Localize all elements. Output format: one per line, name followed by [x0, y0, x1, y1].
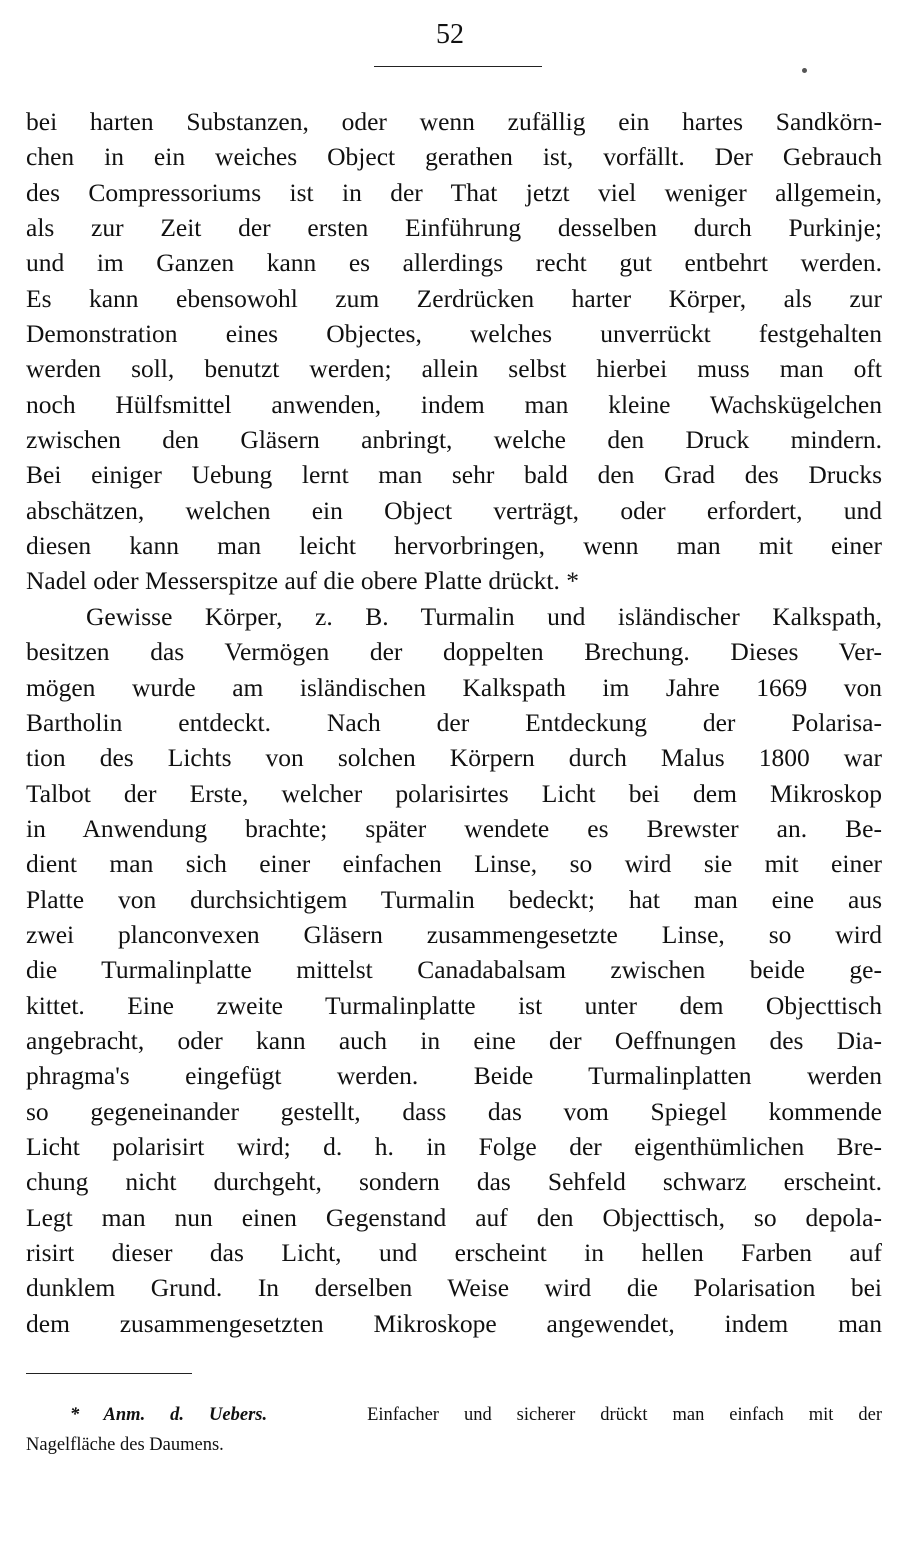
text-line: noch Hülfsmittel anwenden, indem man kleine Wachskügelchen [26, 389, 882, 419]
text-line: als zur Zeit der ersten Einführung desselben durch Purkinje; [26, 213, 882, 243]
text-line: in Anwendung brachte; später wendete es Brewster an. Be- [26, 813, 882, 843]
text-line: dunklem Grund. In derselben Weise wird die Polarisation bei [26, 1273, 882, 1303]
text-line: bei harten Substanzen, oder wenn zufällig ein hartes Sandkörn- [26, 107, 882, 136]
text-line: dem zusammengesetzten Mikroskope angewendet, indem man [26, 1308, 882, 1338]
footnote [26, 1400, 882, 1460]
text-line: chen in ein weiches Object gerathen ist, vorfällt. Der Gebrauch [26, 142, 882, 172]
text-line: kittet. Eine zweite Turmalinplatte ist unter dem Objecttisch [26, 990, 882, 1020]
text-line: die Turmalinplatte mittelst Canadabalsam zwischen beide ge- [26, 955, 882, 985]
footnote-line: Nagelfläche des Daumens. [26, 1435, 224, 1455]
footnote-text: Einfacher und sicherer drückt man einfach mit der [367, 1405, 882, 1425]
print-speck [802, 68, 807, 73]
text-line: tion des Lichts von solchen Körpern durch Malus 1800 war [26, 743, 882, 773]
body-text [26, 104, 882, 1341]
text-line: und im Ganzen kann es allerdings recht gut entbehrt werden. [26, 248, 882, 278]
text-line: so gegeneinander gestellt, dass das vom Spiegel kommende [26, 1096, 882, 1126]
text-line: chung nicht durchgeht, sondern das Sehfeld schwarz erscheint. [26, 1167, 882, 1197]
header-rule [374, 66, 542, 67]
text-line: Talbot der Erste, welcher polarisirtes Licht bei dem Mikroskop [26, 778, 882, 808]
text-line: Platte von durchsichtigem Turmalin bedeckt; hat man eine aus [26, 884, 882, 914]
text-line: werden soll, benutzt werden; allein selbst hierbei muss man oft [26, 354, 882, 384]
text-line: zwischen den Gläsern anbringt, welche den Druck mindern. [26, 425, 882, 455]
footnote-line [26, 1400, 882, 1430]
footnote-marker: * Anm. d. Uebers. [70, 1405, 268, 1425]
text-line: Bartholin entdeckt. Nach der Entdeckung der Polarisa- [26, 707, 882, 737]
text-line: Demonstration eines Objectes, welches unverrückt festgehalten [26, 319, 882, 349]
text-line: risirt dieser das Licht, und erscheint in hellen Farben auf [26, 1238, 882, 1267]
text-line: des Compressoriums ist in der That jetzt viel weniger allgemein, [26, 177, 882, 207]
text-line: Nadel oder Messerspitze auf die obere Platte drückt. * [26, 566, 580, 596]
text-line: angebracht, oder kann auch in eine der Oeffnungen des Dia- [26, 1025, 882, 1055]
footnote-rule [26, 1373, 192, 1374]
text-line: Legt man nun einen Gegenstand auf den Objecttisch, so depola- [26, 1202, 882, 1232]
text-line: phragma's eingefügt werden. Beide Turmalinplatten werden [26, 1061, 882, 1091]
text-line: diesen kann man leicht hervorbringen, wenn man mit einer [26, 531, 882, 561]
text-line: mögen wurde am isländischen Kalkspath im Jahre 1669 von [26, 672, 882, 702]
text-line: besitzen das Vermögen der doppelten Brechung. Dieses Ver- [26, 637, 882, 667]
page-number: 52 [436, 19, 464, 50]
text-line: dient man sich einer einfachen Linse, so wird sie mit einer [26, 849, 882, 879]
text-line: zwei planconvexen Gläsern zusammengesetzte Linse, so wird [26, 919, 882, 949]
text-line: Bei einiger Uebung lernt man sehr bald den Grad des Drucks [26, 460, 882, 490]
text-line: abschätzen, welchen ein Object verträgt, oder erfordert, und [26, 495, 882, 525]
text-line: Licht polarisirt wird; d. h. in Folge der eigenthümlichen Bre- [26, 1131, 882, 1161]
text-line: Gewisse Körper, z. B. Turmalin und isländischer Kalkspath, [86, 601, 882, 631]
text-line: Es kann ebensowohl zum Zerdrücken harter Körper, als zur [26, 283, 882, 313]
